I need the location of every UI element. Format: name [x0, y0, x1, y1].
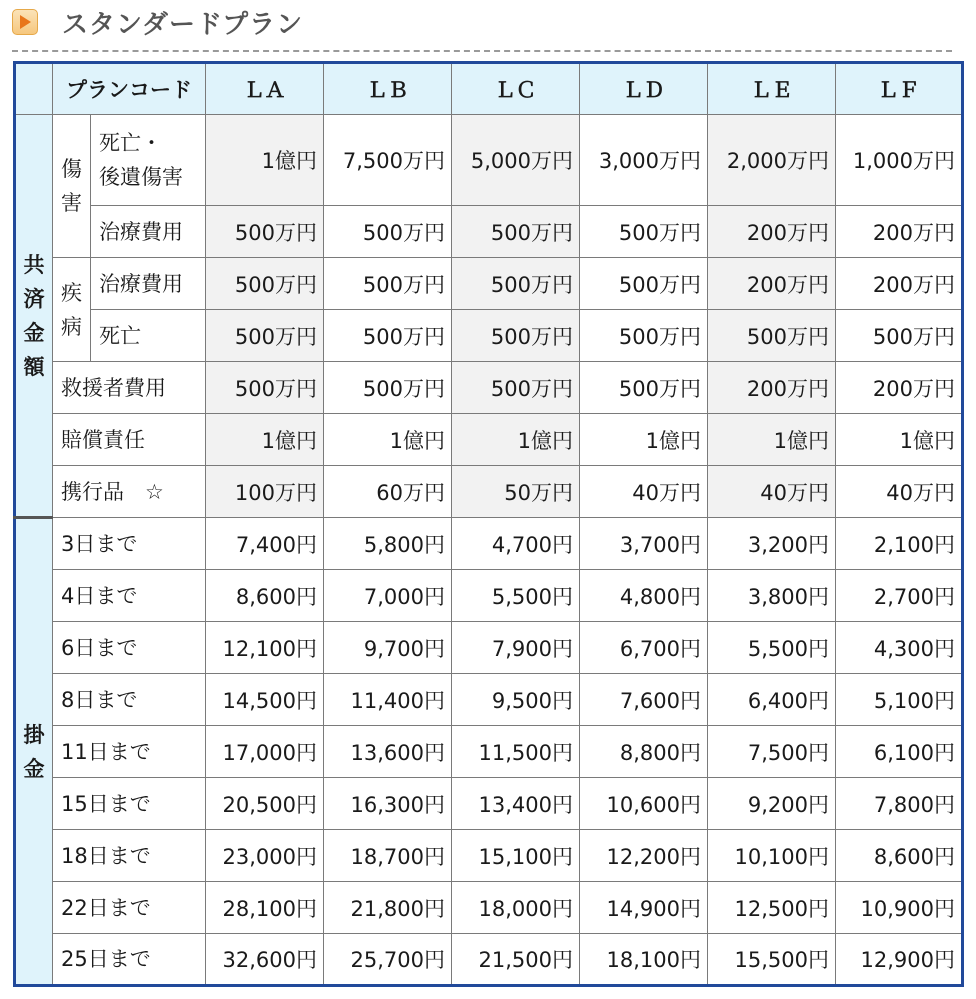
row-label: 15日まで	[53, 778, 206, 830]
page-title: スタンダードプラン	[62, 9, 304, 40]
table-cell: 10,100円	[708, 830, 836, 882]
coverage-group-label: 共 済 金 額	[15, 115, 53, 518]
illness-group-label: 疾 病	[53, 258, 91, 362]
table-cell: 1億円	[708, 414, 836, 466]
plan-header: ＬＥ	[708, 63, 836, 115]
table-cell: 23,000円	[206, 830, 324, 882]
table-cell: 11,400円	[324, 674, 452, 726]
table-row	[15, 258, 963, 310]
table-cell: 500万円	[452, 310, 580, 362]
table-row	[15, 570, 963, 622]
table-cell: 1億円	[580, 414, 708, 466]
table-cell: 500万円	[452, 362, 580, 414]
table-cell: 5,100円	[836, 674, 963, 726]
table-row	[15, 466, 963, 518]
plan-table	[13, 61, 964, 987]
plan-header: ＬＡ	[206, 63, 324, 115]
table-cell: 4,700円	[452, 518, 580, 570]
row-label: 治療費用	[91, 258, 206, 310]
table-cell: 500万円	[324, 310, 452, 362]
table-row	[15, 414, 963, 466]
table-cell: 500万円	[580, 206, 708, 258]
table-cell: 50万円	[452, 466, 580, 518]
table-cell: 8,800円	[580, 726, 708, 778]
table-cell: 15,500円	[708, 934, 836, 986]
table-cell: 3,000万円	[580, 115, 708, 206]
row-label: 11日まで	[53, 726, 206, 778]
table-cell: 12,500円	[708, 882, 836, 934]
row-label: 8日まで	[53, 674, 206, 726]
table-cell: 18,100円	[580, 934, 708, 986]
table-cell: 60万円	[324, 466, 452, 518]
table-cell: 200万円	[836, 206, 963, 258]
table-cell: 9,200円	[708, 778, 836, 830]
table-cell: 16,300円	[324, 778, 452, 830]
table-cell: 13,400円	[452, 778, 580, 830]
table-cell: 7,800円	[836, 778, 963, 830]
table-cell: 500万円	[836, 310, 963, 362]
plan-header: ＬＢ	[324, 63, 452, 115]
table-cell: 3,800円	[708, 570, 836, 622]
table-cell: 11,500円	[452, 726, 580, 778]
section-heading	[12, 4, 303, 40]
table-cell: 200万円	[708, 258, 836, 310]
table-row	[15, 830, 963, 882]
table-cell: 500万円	[580, 362, 708, 414]
table-cell: 500万円	[206, 362, 324, 414]
dashed-divider	[12, 50, 952, 52]
table-cell: 32,600円	[206, 934, 324, 986]
table-cell: 8,600円	[836, 830, 963, 882]
table-cell: 12,100円	[206, 622, 324, 674]
table-cell: 1億円	[452, 414, 580, 466]
plan-code-header: プランコード	[53, 63, 206, 115]
table-cell: 6,100円	[836, 726, 963, 778]
table-cell: 21,500円	[452, 934, 580, 986]
table-cell: 6,700円	[580, 622, 708, 674]
injury-group-label: 傷 害	[53, 115, 91, 258]
table-row	[15, 778, 963, 830]
table-cell: 500万円	[206, 206, 324, 258]
table-cell: 500万円	[206, 258, 324, 310]
table-cell: 9,700円	[324, 622, 452, 674]
table-cell: 500万円	[580, 258, 708, 310]
table-row	[15, 934, 963, 986]
table-cell: 200万円	[836, 258, 963, 310]
table-cell: 4,800円	[580, 570, 708, 622]
table-cell: 1億円	[206, 115, 324, 206]
table-cell: 10,600円	[580, 778, 708, 830]
table-cell: 12,200円	[580, 830, 708, 882]
table-cell: 1,000万円	[836, 115, 963, 206]
table-cell: 5,800円	[324, 518, 452, 570]
table-cell: 14,900円	[580, 882, 708, 934]
table-cell: 1億円	[206, 414, 324, 466]
table-cell: 100万円	[206, 466, 324, 518]
header-row	[15, 63, 963, 115]
table-cell: 18,000円	[452, 882, 580, 934]
row-label: 25日まで	[53, 934, 206, 986]
table-cell: 500万円	[452, 206, 580, 258]
table-cell: 21,800円	[324, 882, 452, 934]
row-label: 18日まで	[53, 830, 206, 882]
table-cell: 200万円	[708, 362, 836, 414]
row-label: 治療費用	[91, 206, 206, 258]
row-label: 携行品 ☆	[53, 466, 206, 518]
corner-cell	[15, 63, 53, 115]
table-cell: 12,900円	[836, 934, 963, 986]
table-cell: 9,500円	[452, 674, 580, 726]
row-label: 4日まで	[53, 570, 206, 622]
table-cell: 25,700円	[324, 934, 452, 986]
table-cell: 2,700円	[836, 570, 963, 622]
premium-group-label: 掛 金	[15, 518, 53, 986]
table-cell: 5,500円	[708, 622, 836, 674]
table-cell: 40万円	[580, 466, 708, 518]
table-row	[15, 206, 963, 258]
table-cell: 8,600円	[206, 570, 324, 622]
table-cell: 4,300円	[836, 622, 963, 674]
table-cell: 500万円	[324, 258, 452, 310]
table-cell: 13,600円	[324, 726, 452, 778]
table-cell: 7,900円	[452, 622, 580, 674]
table-cell: 3,200円	[708, 518, 836, 570]
table-cell: 200万円	[836, 362, 963, 414]
table-row	[15, 518, 963, 570]
row-label: 22日まで	[53, 882, 206, 934]
row-label: 死亡	[91, 310, 206, 362]
table-cell: 500万円	[324, 362, 452, 414]
table-row	[15, 674, 963, 726]
table-cell: 20,500円	[206, 778, 324, 830]
table-cell: 3,700円	[580, 518, 708, 570]
row-label: 賠償責任	[53, 414, 206, 466]
table-cell: 500万円	[324, 206, 452, 258]
table-cell: 40万円	[836, 466, 963, 518]
table-cell: 7,500円	[708, 726, 836, 778]
table-cell: 28,100円	[206, 882, 324, 934]
table-cell: 500万円	[708, 310, 836, 362]
table-cell: 6,400円	[708, 674, 836, 726]
table-cell: 17,000円	[206, 726, 324, 778]
plan-header: ＬＤ	[580, 63, 708, 115]
table-cell: 1億円	[324, 414, 452, 466]
row-label: 救援者費用	[53, 362, 206, 414]
table-cell: 500万円	[206, 310, 324, 362]
table-cell: 40万円	[708, 466, 836, 518]
table-row	[15, 362, 963, 414]
table-row	[15, 115, 963, 206]
plan-header: ＬＣ	[452, 63, 580, 115]
table-cell: 5,500円	[452, 570, 580, 622]
table-cell: 7,600円	[580, 674, 708, 726]
table-cell: 14,500円	[206, 674, 324, 726]
table-cell: 7,500万円	[324, 115, 452, 206]
row-label: 死亡・ 後遺傷害	[91, 115, 206, 206]
table-cell: 5,000万円	[452, 115, 580, 206]
table-cell: 15,100円	[452, 830, 580, 882]
row-label: 6日まで	[53, 622, 206, 674]
table-row	[15, 622, 963, 674]
table-cell: 200万円	[708, 206, 836, 258]
table-cell: 500万円	[580, 310, 708, 362]
plan-header: ＬＦ	[836, 63, 963, 115]
table-cell: 7,400円	[206, 518, 324, 570]
table-cell: 7,000円	[324, 570, 452, 622]
table-row	[15, 726, 963, 778]
table-cell: 500万円	[452, 258, 580, 310]
table-cell: 1億円	[836, 414, 963, 466]
table-row	[15, 310, 963, 362]
table-cell: 18,700円	[324, 830, 452, 882]
table-cell: 2,000万円	[708, 115, 836, 206]
table-row	[15, 882, 963, 934]
table-cell: 10,900円	[836, 882, 963, 934]
row-label: 3日まで	[53, 518, 206, 570]
table-cell: 2,100円	[836, 518, 963, 570]
play-arrow-icon	[12, 9, 38, 35]
